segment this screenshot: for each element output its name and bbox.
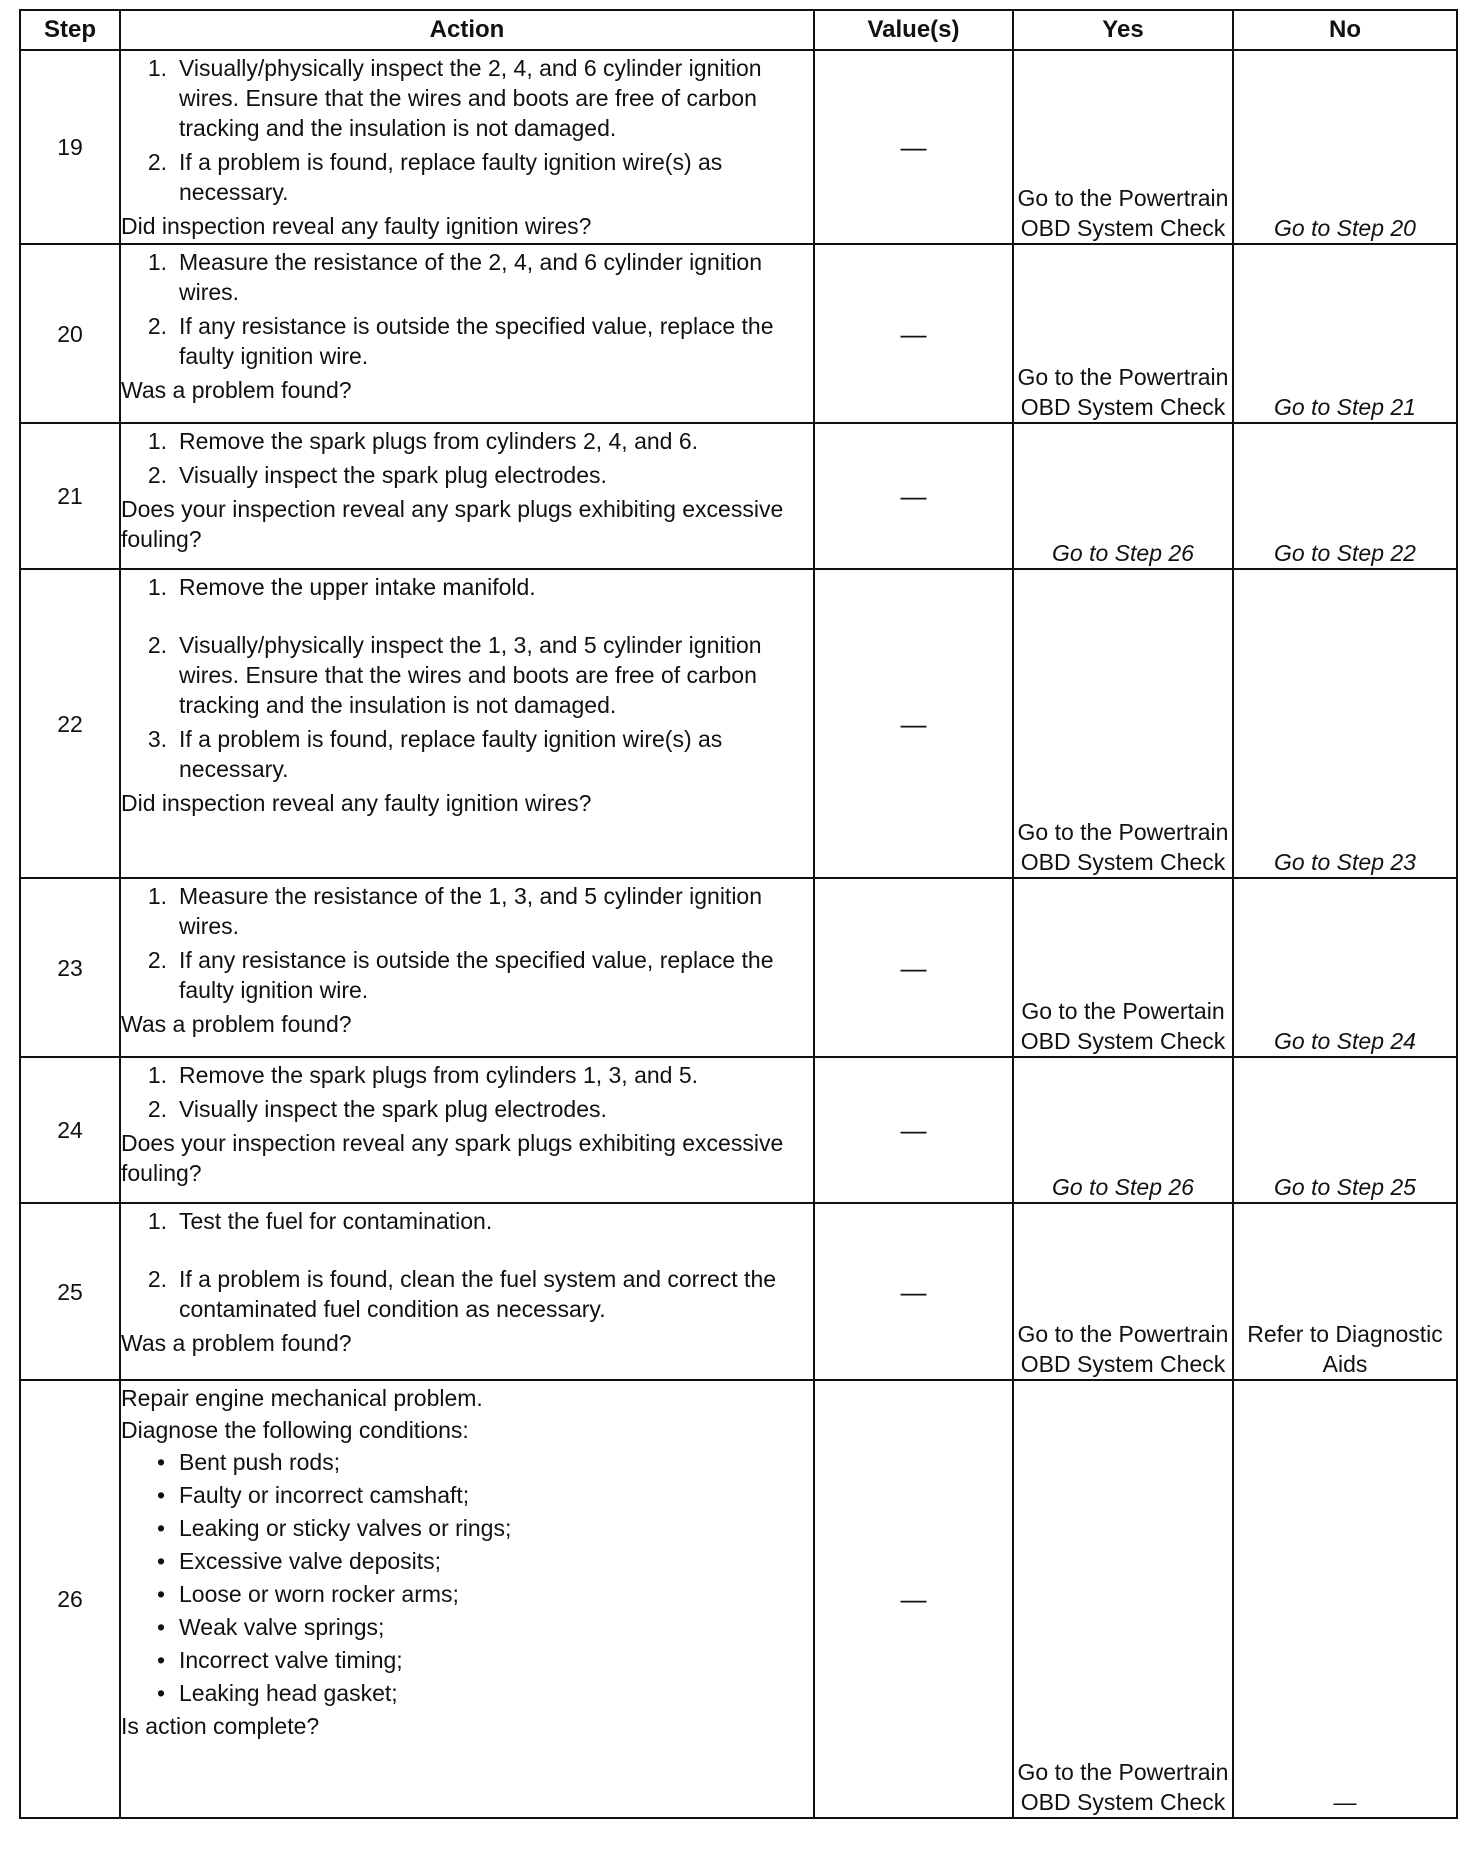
no-cell: — [1233,1380,1457,1818]
table-row [20,878,1457,1057]
list-item: • Leaking or sticky valves or rings; [156,1515,512,1541]
action-cell [120,569,814,878]
action-item: 1. Visually/physically inspect the 2, 4, and 6 cylinder ignition wires. Ensure that the wires and boots are free of carbon tracking and the insulation is not damaged. [147,55,762,141]
action-item: 2. If a problem is found, replace faulty ignition wire(s) as necessary. [147,149,723,205]
list-item: • Bent push rods; [156,1449,341,1475]
action-item: 3. If a problem is found, replace faulty ignition wire(s) as necessary. [147,726,723,782]
action-question: Did inspection reveal any faulty ignition wires? [121,213,592,239]
action-cell [120,50,814,244]
step-number: 25 [20,1203,120,1380]
action-item: 2. Visually inspect the spark plug electrodes. [147,462,607,488]
action-question: Was a problem found? [121,377,352,403]
list-item: • Faulty or incorrect camshaft; [156,1482,470,1508]
step-number: 23 [20,878,120,1057]
action-item: 2. Visually/physically inspect the 1, 3, and 5 cylinder ignition wires. Ensure that the wires and boots are free of carbon tracking and the insulation is not damaged. [147,632,762,718]
action-question: Does your inspection reveal any spark plugs exhibiting excessive fouling? [121,1130,784,1186]
header-values: Value(s) [814,10,1013,50]
value-cell: — [814,50,1013,244]
action-item: 2. If any resistance is outside the specified value, replace the faulty ignition wire. [147,947,774,1003]
header-action: Action [120,10,814,50]
action-cell [120,1380,814,1818]
action-cell [120,1203,814,1380]
action-intro: Diagnose the following conditions: [121,1417,469,1443]
step-number: 22 [20,569,120,878]
list-item: • Loose or worn rocker arms; [156,1581,459,1607]
action-item: 1. Measure the resistance of the 1, 3, and 5 cylinder ignition wires. [147,883,763,939]
action-question: Was a problem found? [121,1011,352,1037]
action-cell [120,244,814,423]
value-cell: — [814,244,1013,423]
step-number: 26 [20,1380,120,1818]
header-step: Step [20,10,120,50]
action-item: 1. Test the fuel for contamination. [147,1208,493,1234]
table-row [20,244,1457,423]
header-row [20,10,1457,50]
action-item: 1. Measure the resistance of the 2, 4, and 6 cylinder ignition wires. [147,249,763,305]
yes-cell: Go to the Powertrain OBD System Check [1013,50,1233,244]
no-cell: Refer to Diagnostic Aids [1233,1203,1457,1380]
table-row [20,1203,1457,1380]
yes-cell: Go to the Powertrain OBD System Check [1013,569,1233,878]
no-cell: Go to Step 22 [1233,423,1457,569]
no-cell: Go to Step 24 [1233,878,1457,1057]
no-cell: Go to Step 20 [1233,50,1457,244]
header-yes: Yes [1013,10,1233,50]
value-cell: — [814,423,1013,569]
step-number: 20 [20,244,120,423]
yes-cell: Go to the Powertain OBD System Check [1013,878,1233,1057]
yes-cell: Go to the Powertrain OBD System Check [1013,244,1233,423]
action-intro: Repair engine mechanical problem. [121,1385,483,1411]
step-number: 24 [20,1057,120,1203]
action-question: Did inspection reveal any faulty ignition wires? [121,790,592,816]
no-cell: Go to Step 23 [1233,569,1457,878]
action-question: Does your inspection reveal any spark plugs exhibiting excessive fouling? [121,496,784,552]
list-item: • Weak valve springs; [156,1614,385,1640]
yes-cell: Go to Step 26 [1013,423,1233,569]
yes-cell: Go to the Powertrain OBD System Check [1013,1203,1233,1380]
table-row [20,50,1457,244]
value-cell: — [814,878,1013,1057]
action-cell [120,878,814,1057]
action-item: 2. If a problem is found, clean the fuel system and correct the contaminated fuel condition as necessary. [147,1266,777,1322]
header-no: No [1233,10,1457,50]
action-cell [120,1057,814,1203]
list-item: • Incorrect valve timing; [156,1647,403,1673]
value-cell: — [814,1203,1013,1380]
yes-cell: Go to Step 26 [1013,1057,1233,1203]
action-item: 2. If any resistance is outside the specified value, replace the faulty ignition wire. [147,313,774,369]
action-item: 1. Remove the upper intake manifold. [147,574,536,600]
list-item: • Excessive valve deposits; [156,1548,442,1574]
value-cell: — [814,1057,1013,1203]
table-row [20,423,1457,569]
value-cell: — [814,569,1013,878]
yes-cell: Go to the Powertrain OBD System Check [1013,1380,1233,1818]
table-row [20,1057,1457,1203]
table-row [20,1380,1457,1818]
action-question: Was a problem found? [121,1330,352,1356]
action-question: Is action complete? [121,1713,320,1739]
action-cell [120,423,814,569]
condition-list [121,1447,813,1708]
step-number: 21 [20,423,120,569]
diagnostic-table [19,9,1458,1819]
action-item: 1. Remove the spark plugs from cylinders 1, 3, and 5. [147,1062,699,1088]
action-item: 2. Visually inspect the spark plug electrodes. [147,1096,607,1122]
no-cell: Go to Step 25 [1233,1057,1457,1203]
value-cell: — [814,1380,1013,1818]
no-cell: Go to Step 21 [1233,244,1457,423]
list-item: • Leaking head gasket; [156,1680,398,1706]
table-row [20,569,1457,878]
step-number: 19 [20,50,120,244]
action-item: 1. Remove the spark plugs from cylinders 2, 4, and 6. [147,428,699,454]
